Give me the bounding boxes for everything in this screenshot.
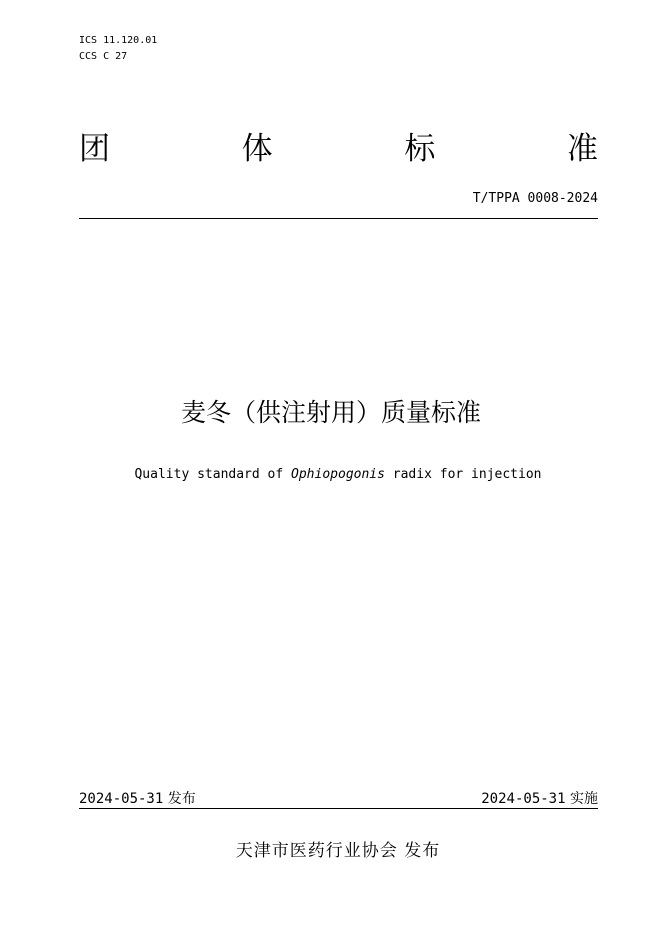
classification-codes [79,33,157,65]
publisher-action: 发布 [404,841,441,861]
header-divider [79,218,598,219]
standard-number: T/TPPA 0008-2024 [472,191,598,206]
english-title-prefix: Quality standard of [134,467,292,482]
issue-label: 发布 [167,791,196,807]
standard-type-char: 准 [566,131,598,167]
document-title: 麦冬（供注射用）质量标准 [180,398,481,427]
implementation-date-line [481,789,598,809]
english-title-suffix: radix for injection [384,467,542,482]
ics-code: ICS 11.120.01 [79,35,158,46]
publisher-name: 天津市医药行业协会 [235,841,398,861]
footer-divider [79,808,598,809]
publisher-line [0,838,662,864]
ccs-code: CCS C 27 [79,51,128,62]
english-title [0,466,662,484]
standard-type-char: 团 [79,131,110,167]
implementation-date: 2024-05-31 [481,791,566,807]
standard-type-char: 体 [241,131,273,167]
implementation-label: 实施 [570,791,598,807]
issue-date-line [79,789,196,809]
issue-date: 2024-05-31 [79,791,164,807]
standard-type-char: 标 [404,131,436,167]
english-title-latin: Ophiopogonis [291,467,385,482]
standard-type-heading [79,128,598,170]
